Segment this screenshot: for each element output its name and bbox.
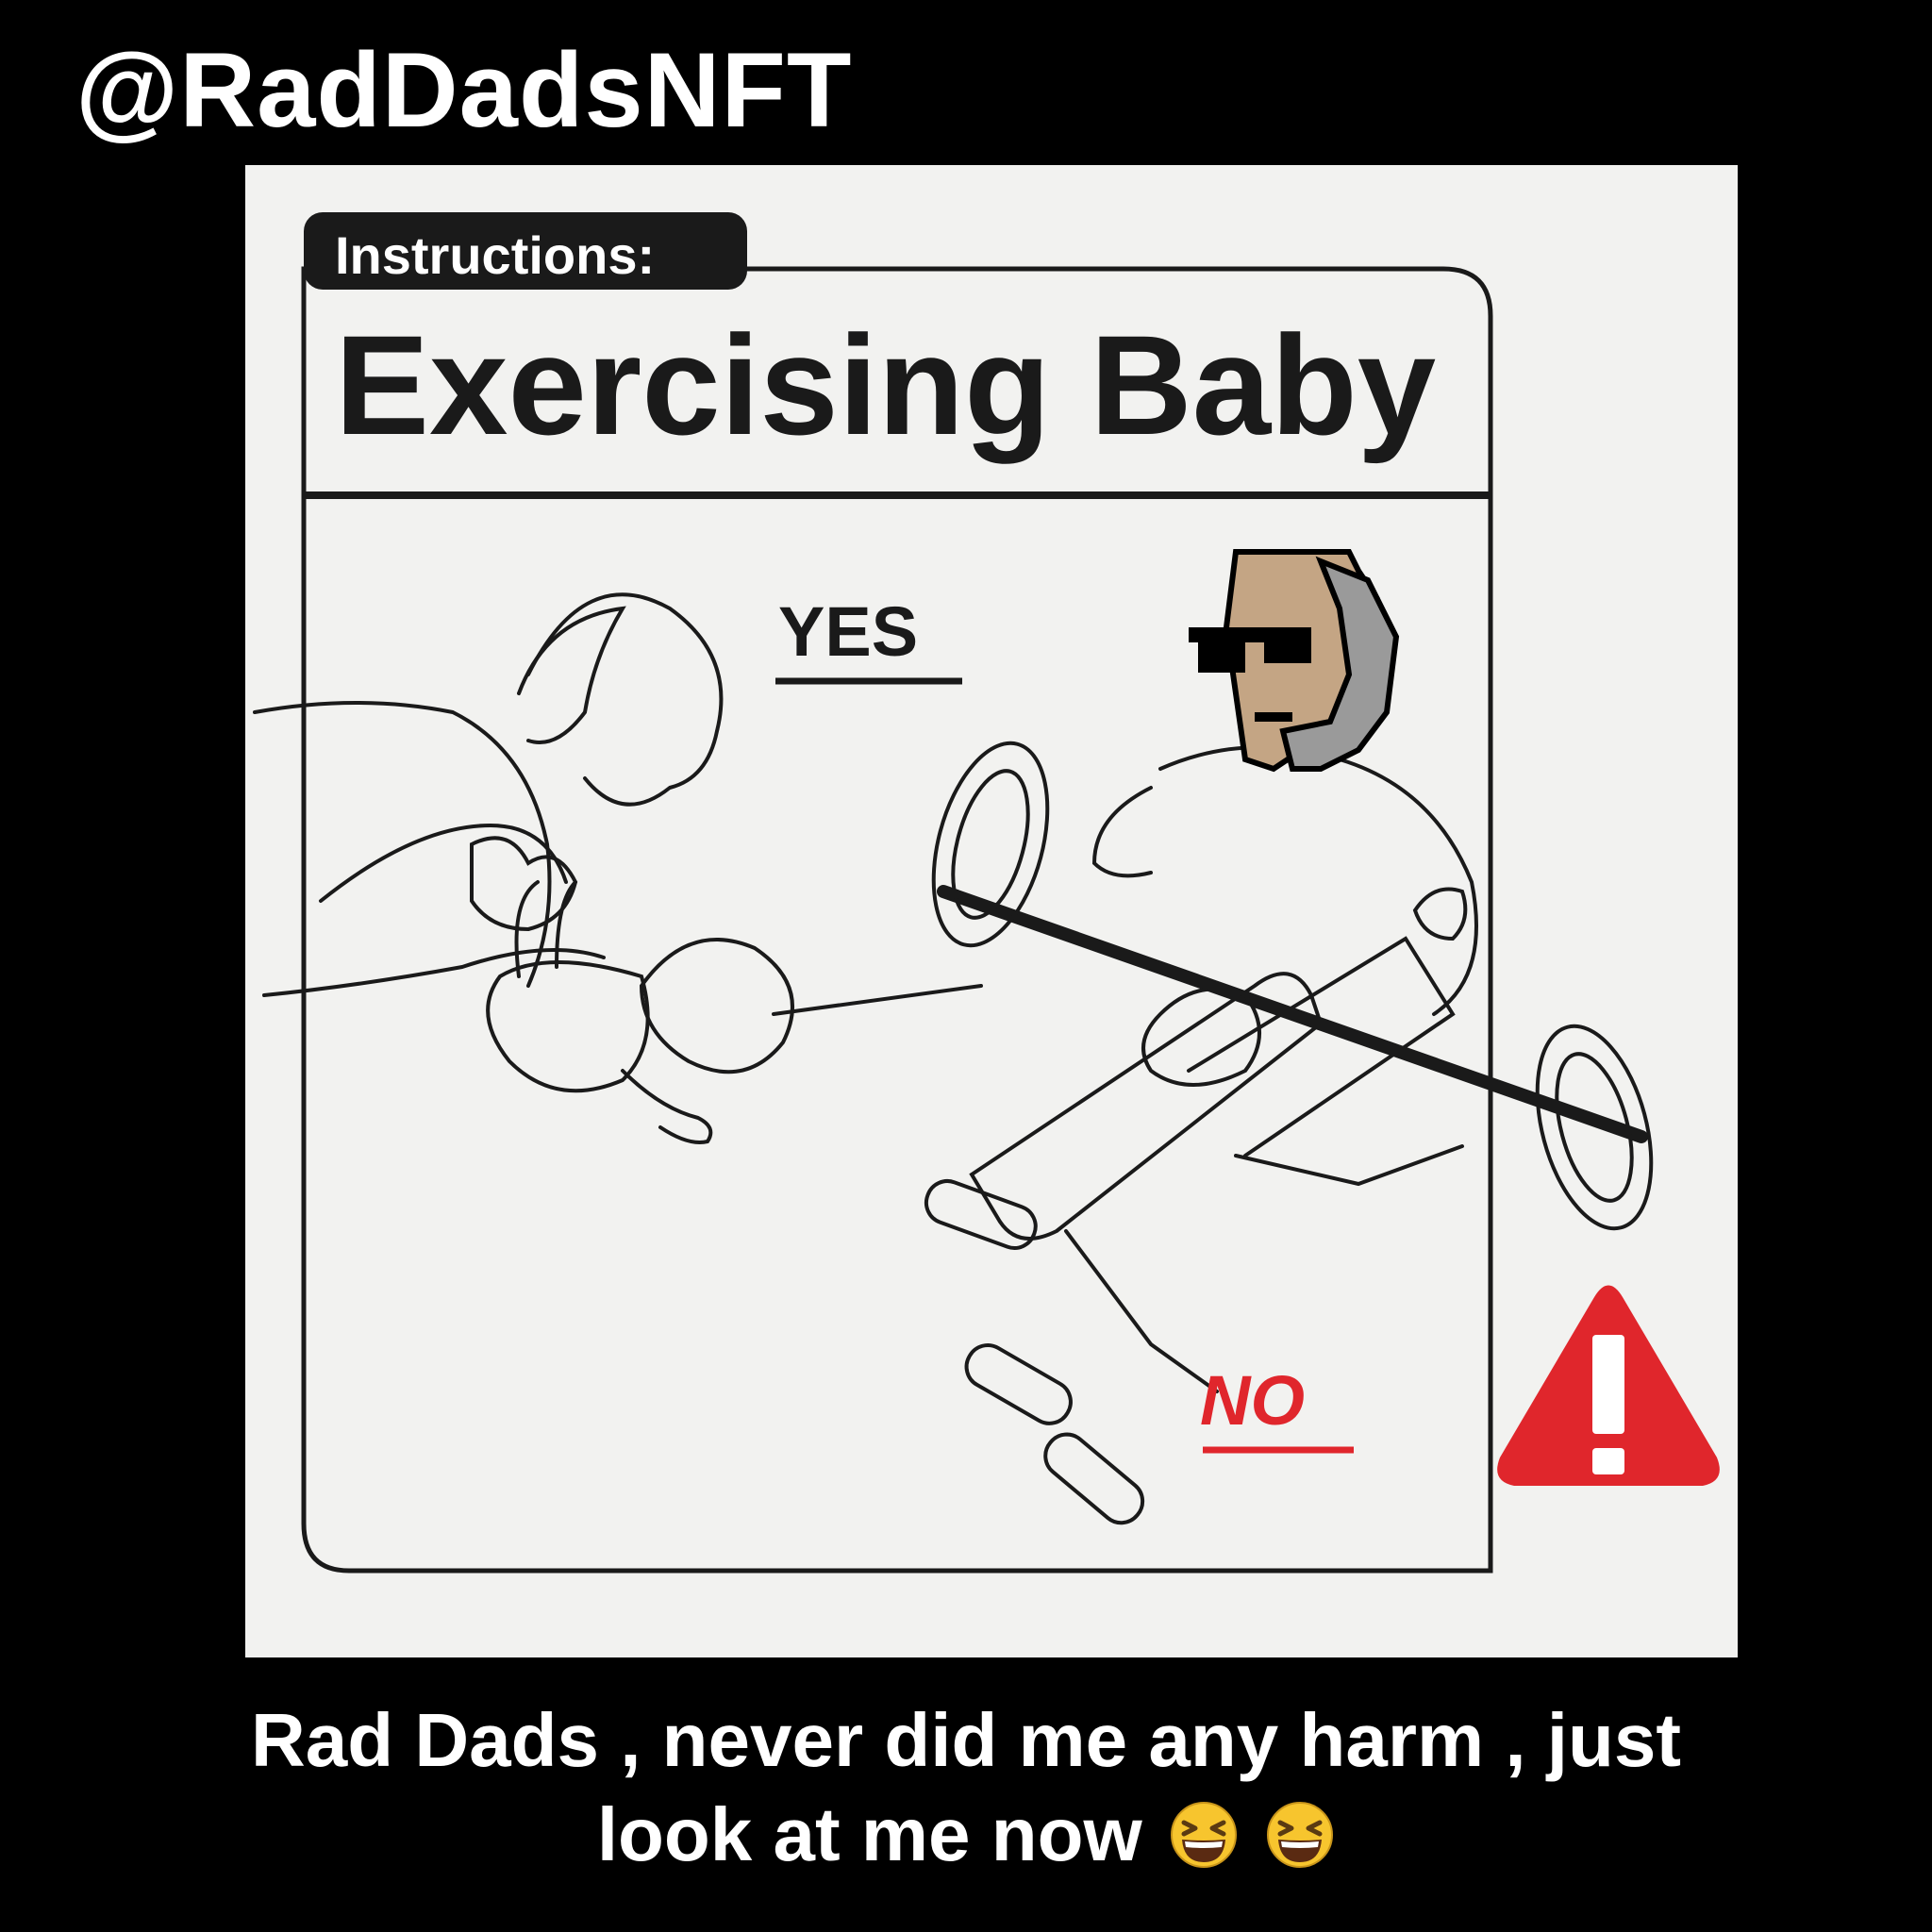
- bench-seat: [972, 974, 1321, 1239]
- page-title: Exercising Baby: [335, 306, 1437, 464]
- dad-sunglasses-right: [1264, 627, 1311, 663]
- dad-arm: [1094, 788, 1151, 875]
- dad-sunglasses-left: [1198, 637, 1245, 673]
- no-label: NO: [1200, 1361, 1305, 1440]
- pixel-dad-head: [1189, 552, 1396, 769]
- bench-frame: [1066, 1146, 1462, 1391]
- baby-arm: [623, 1071, 710, 1142]
- parent-hair: [519, 608, 623, 742]
- parent-body: [255, 703, 550, 986]
- instruction-panel: [245, 165, 1738, 1657]
- yes-scene: [255, 594, 981, 1142]
- caption-line-1: Rad Dads , never did me any harm , just: [250, 1698, 1681, 1782]
- grinning-squinting-face-icon: [1169, 1800, 1239, 1870]
- yes-label: YES: [778, 592, 919, 671]
- bench-roller-3: [1037, 1426, 1151, 1532]
- caption-line-2: [170, 1788, 1762, 1882]
- barbell-plate-right: [1517, 1014, 1671, 1241]
- parent-lower-arm: [264, 950, 604, 995]
- instruction-illustration: [245, 165, 1738, 1657]
- bench-back: [1189, 939, 1453, 1156]
- warning-triangle-icon: [1497, 1286, 1720, 1487]
- instructions-tag: Instructions:: [335, 225, 656, 285]
- parent-head: [528, 594, 721, 804]
- caption-line-2-text: look at me now: [596, 1792, 1142, 1876]
- dad-right-hand: [1415, 890, 1465, 940]
- baby-head: [641, 940, 792, 1072]
- meme-caption: [170, 1693, 1762, 1882]
- grinning-squinting-face-icon: [1265, 1800, 1335, 1870]
- surface-line: [774, 986, 981, 1014]
- account-handle: @RadDadsNFT: [75, 31, 853, 149]
- bench-roller-2: [959, 1338, 1078, 1431]
- instruction-frame: [304, 269, 1491, 1571]
- dad-mouth: [1255, 712, 1292, 722]
